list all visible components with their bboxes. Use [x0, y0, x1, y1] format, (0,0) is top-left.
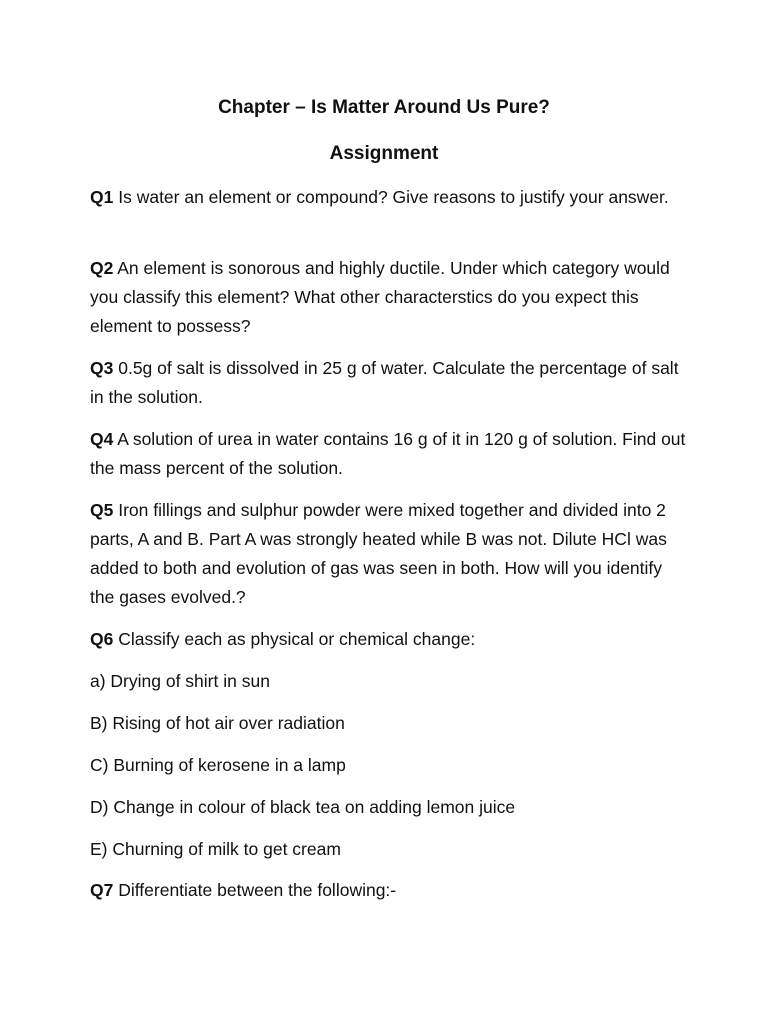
question-text: 0.5g of salt is dissolved in 25 g of water. Calculate the percentage of salt in the solution. — [90, 358, 679, 407]
question-text: A solution of urea in water contains 16 g of it in 120 g of solution. Find out the mass percent of the solution. — [90, 429, 686, 478]
chapter-title: Chapter – Is Matter Around Us Pure? — [218, 97, 550, 118]
question-number: Q5 — [90, 500, 114, 520]
question-3 — [90, 354, 690, 412]
question-text: Differentiate between the following:- — [113, 880, 397, 900]
q6-option-c: C) Burning of kerosene in a lamp — [90, 755, 346, 775]
question-number: Q7 — [90, 880, 114, 900]
assignment-heading: Assignment — [329, 143, 439, 164]
question-5 — [90, 496, 690, 612]
question-number: Q6 — [90, 629, 114, 649]
question-number: Q1 — [90, 187, 114, 207]
question-number: Q4 — [90, 429, 114, 449]
question-number: Q3 — [90, 358, 114, 378]
question-2 — [90, 254, 690, 341]
question-text: An element is sonorous and highly ductile. Under which category would you classify this element? What other characterstics do you expect this element to possess? — [90, 258, 670, 336]
q6-option-b: B) Rising of hot air over radiation — [90, 713, 345, 733]
q6-option-a: a) Drying of shirt in sun — [90, 671, 270, 691]
question-text: Is water an element or compound? Give reasons to justify your answer. — [113, 187, 669, 207]
question-6 — [90, 625, 690, 654]
question-text: Classify each as physical or chemical change: — [113, 629, 476, 649]
question-7 — [90, 876, 690, 905]
q6-option-e: E) Churning of milk to get cream — [90, 839, 341, 859]
question-4 — [90, 425, 690, 483]
question-1 — [90, 183, 690, 212]
question-number: Q2 — [90, 258, 114, 278]
q6-option-d: D) Change in colour of black tea on adding lemon juice — [90, 797, 516, 817]
question-text: Iron fillings and sulphur powder were mixed together and divided into 2 parts, A and B. Part A was strongly heated while B was not. Dilute HCl was added to both and evolution of gas was seen in both. How will you identify the gases evolved.? — [90, 500, 667, 607]
